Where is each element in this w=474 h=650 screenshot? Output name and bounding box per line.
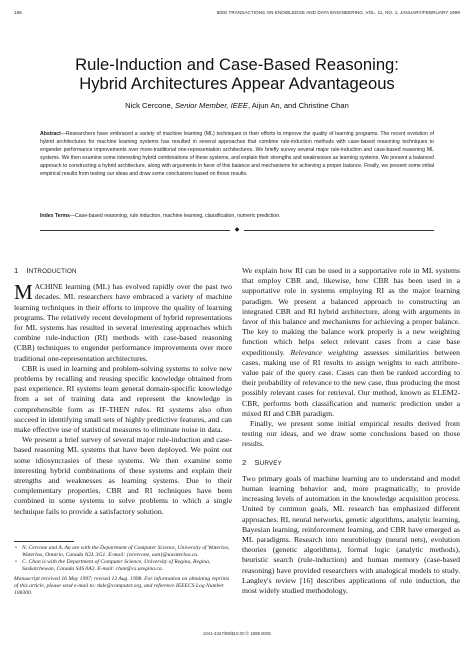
intro-paragraph-4-cont: assesses similarities between cases, making use of RI results to assign weights to each attribute-value pair of the query case. Cases can then be ranked according to their probability of relevance to the new case, thus producing the most possibly relevant cases for retrieval. Our method, known as ELEM2-CBR, performs both classification and numeric prediction under a mixed RI and CBR paradigm. bbox=[242, 347, 460, 418]
divider-diamond-icon: ◆ bbox=[234, 226, 240, 233]
index-terms-text: —Case-based reasoning, rule induction, machine learning, classification, numeric prediction. bbox=[69, 213, 281, 219]
section-1-title-initial: I bbox=[26, 266, 29, 275]
intro-paragraph-3: We present a brief survey of several major rule-induction and case-based reasoning ML systems that have been deployed. We point out some idiosyncrasies of these systems. We then examine some interesting hybrid combinations of these systems and explain their strengths and weaknesses as learning systems. Due to their complementary properties, CBR and RI techniques have been combined in some systems to solve problems to which a single technique fails to provide a satisfactory solution. bbox=[14, 435, 232, 516]
running-header bbox=[14, 10, 460, 20]
journal-citation: IEEE TRANSACTIONS ON KNOWLEDGE AND DATA ENGINEERING, VOL. 11, NO. 1, JANUARY/FEBRUARY 1999 bbox=[216, 10, 460, 15]
footnote-bullet: • bbox=[15, 545, 17, 551]
section-2-heading bbox=[242, 458, 460, 469]
index-terms bbox=[40, 212, 434, 220]
intro-lead-word: ACHINE bbox=[34, 282, 63, 292]
intro-paragraph-1 bbox=[14, 282, 232, 364]
paper-title bbox=[0, 55, 474, 93]
intro-paragraph-1-text: learning (ML) has evolved rapidly over the past two decades. ML researchers have embraced a variety of machine learning techniques in their efforts to improve the quality of learning programs. The relatively recent development of hybrid representations for ML systems has resulted in several interesting approaches which combine rule-induction (RI) methods with case-based reasoning (CBR) techniques to engender performance improvements over more traditional one-representation architectures. bbox=[14, 282, 232, 363]
section-1-heading bbox=[14, 266, 232, 277]
section-1-number: 1 bbox=[14, 266, 19, 275]
footnote-1 bbox=[14, 545, 232, 559]
author-name-1: Nick Cercone, bbox=[125, 101, 175, 110]
intro-paragraph-4 bbox=[242, 266, 460, 419]
copyright-footer: 1041-4347/99/$10.00 © 1999 IEEE bbox=[202, 631, 272, 636]
right-column bbox=[242, 266, 460, 596]
drop-cap: M bbox=[14, 280, 33, 305]
title-line-2: Hybrid Architectures Appear Advantageous bbox=[79, 74, 395, 93]
divider-line-right bbox=[244, 230, 434, 231]
left-column bbox=[14, 266, 232, 517]
survey-paragraph-1: Two primary goals of machine learning are to understand and model human learning behavior and, more pragmatically, to provide increasing levels of automation in the knowledge acquisition process. United by common goals, ML research has emphasized different approaches. RI, neural networks, genetic algorithms, analytic learning, Bayesian learning, reinforcement learning, and CBR have emerged as ML paradigms. Research into neurobiology (neural nets), evolution theories (genetic algorithms), formal logic (analytic methods), heuristic search (rule-induction) and human memory (case-based reasoning) have provided researchers with analogical models to study. Langley's review [16] describes applications of rule induction, the most widely studied methodology. bbox=[242, 473, 460, 596]
abstract-text: —Researchers have embraced a variety of machine learning (ML) techniques in their efforts to improve the quality of learning programs. The recent evolution of hybrid architectures for machine learning systems has resulted in several approaches that combine rule-induction methods with case-based reasoning techniques to engender performance improvements over more-traditional one-representation architectures. We briefly survey several major rule-induction and case-based reasoning ML systems. We then examine some interesting hybrid combinations of these systems, and explain their strengths and weaknesses as learning systems. We present a balanced approach to constructing a hybrid architecture, along with arguments in favor of this balance and mechanisms for achieving a proper balance. Finally, we present some initial empirical results from testing our ideas and draw some conclusions based on those results. bbox=[40, 131, 434, 177]
divider-line-left bbox=[40, 230, 230, 231]
section-2-title-rest: URVEY bbox=[259, 459, 282, 467]
abstract bbox=[40, 130, 434, 178]
intro-paragraph-4-text: We explain how RI can be used in a supportative role in ML systems that employ CBR and, likewise, how CBR has been used in a supportative role in systems employing RI as the major learning paradigm. We present a balanced approach to constructing an integrated CBR and RI hybrid architecture, along with arguments in favor of this balance and mechanisms for achieving a proper balance. The key to making the balance work properly is a new weighting function which helps select relevant cases from a case base expeditiously. bbox=[242, 266, 460, 357]
title-line-1: Rule-Induction and Case-Based Reasoning: bbox=[75, 55, 399, 74]
intro-paragraph-2: CBR is used in learning and problem-solving systems to solve new problems by recalling and reusing specific knowledge obtained from past experience. RI systems learn general domain-specific knowledge from a set of training data and represent the knowledge in comprehensible form as IF-THEN rules. RI systems also often succeed in identifying small sets of highly predictive features, and can make effective use of statistical measures to eliminate noise in data. bbox=[14, 363, 232, 435]
footnote-2-text: C. Chan is with the Department of Computer Science, University of Regina, Regina, Saskatchewan, Canada S4S 0A2. E-mail: chan@cs.uregina.ca. bbox=[22, 559, 211, 572]
manuscript-note: Manuscript received 16 May 1997; revised 13 Aug. 1998. For information on obtaining reprints of this article, please send e-mail to: tkde@computer.org, and reference IEEECS Log Number 108300. bbox=[14, 576, 230, 596]
author-names-rest: , Aijun An, and Christine Chan bbox=[247, 101, 349, 110]
page-number: 166 bbox=[14, 10, 22, 15]
footnote-1-text: N. Cercone and A. An are with the Department of Computer Science, University of Waterloo, Waterloo, Ontario, Canada N2L 3G1. E-mail: {ncercone, aan}@uwaterloo.ca. bbox=[22, 545, 230, 558]
author-affiliation: Senior Member, IEEE bbox=[174, 101, 248, 110]
footnote-rule bbox=[14, 541, 74, 542]
section-1-title-rest: NTRODUCTION bbox=[28, 268, 77, 275]
relevance-weighting-term: Relevance weighting bbox=[290, 347, 359, 357]
abstract-label: Abstract bbox=[40, 131, 61, 137]
section-2-title-initial: S bbox=[254, 457, 260, 467]
section-divider bbox=[40, 227, 434, 233]
footnote-bullet: • bbox=[15, 559, 17, 565]
author-line bbox=[0, 101, 474, 110]
index-terms-label: Index Terms bbox=[40, 213, 70, 219]
intro-paragraph-5: Finally, we present some initial empirical results derived from testing our ideas, and we draw some conclusions based on those results. bbox=[242, 419, 460, 449]
footnotes bbox=[14, 545, 232, 597]
section-2-number: 2 bbox=[242, 457, 247, 467]
footnote-2 bbox=[14, 559, 232, 573]
